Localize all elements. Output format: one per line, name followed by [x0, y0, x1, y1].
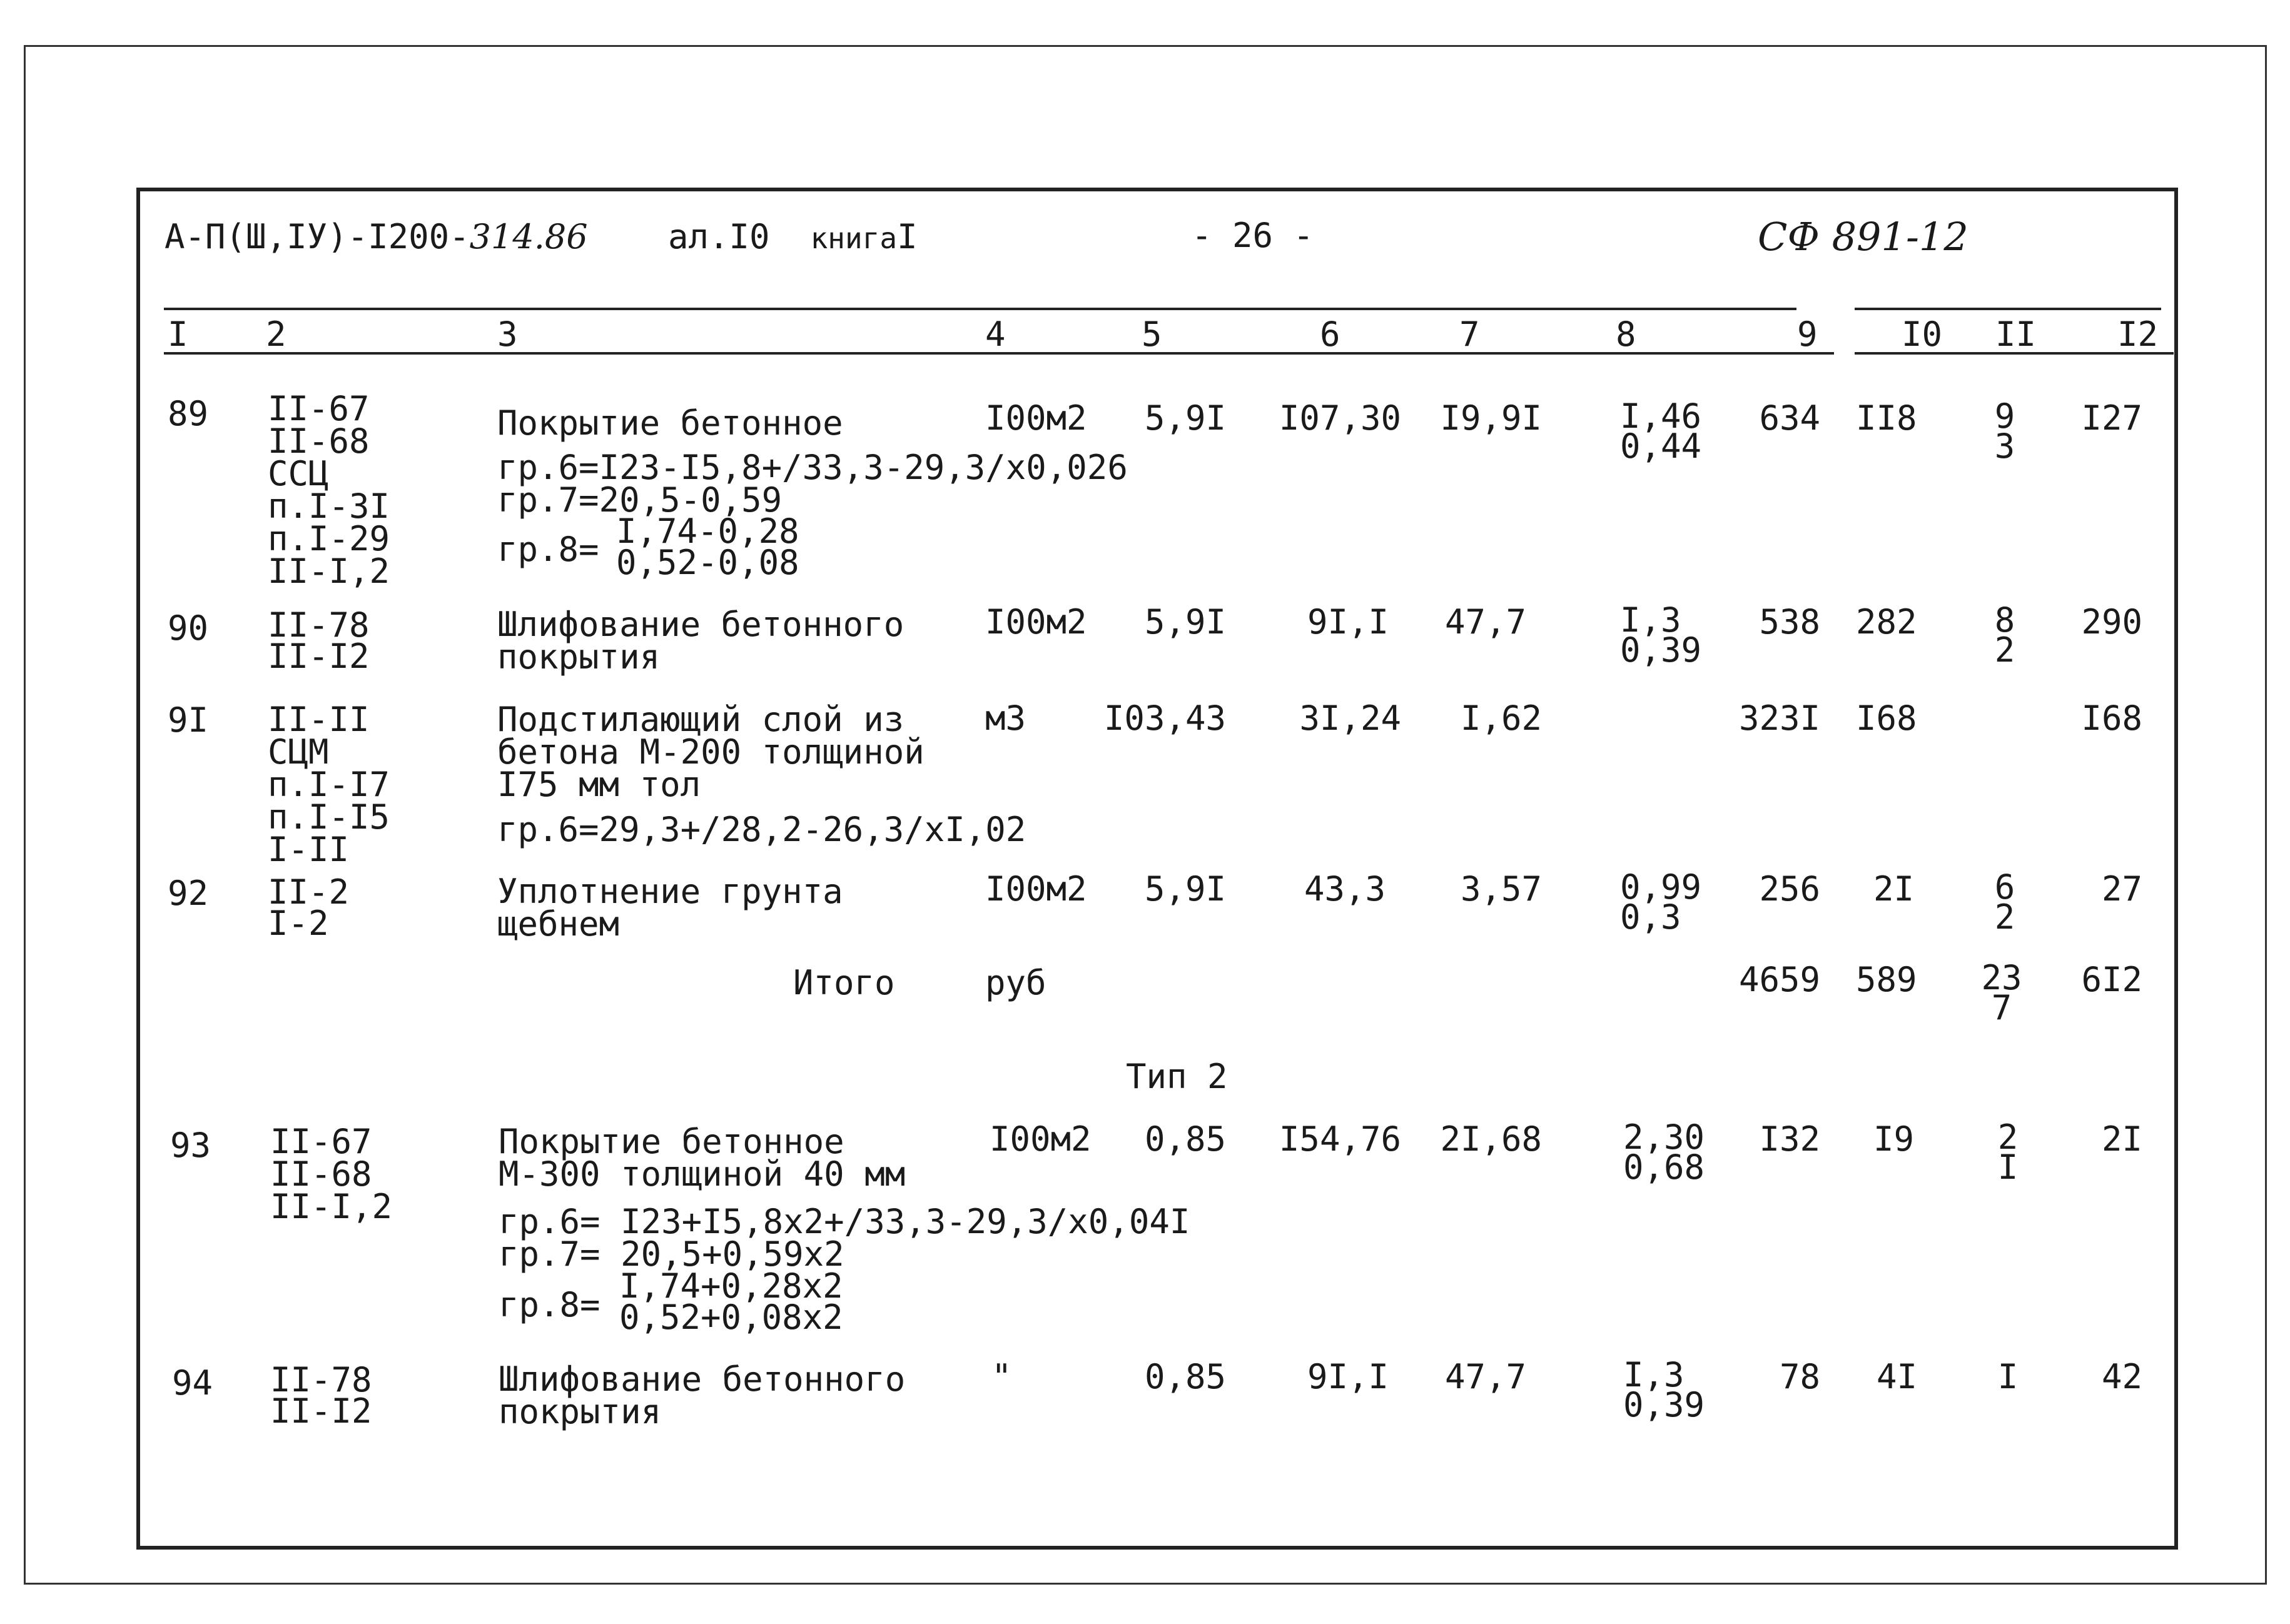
row-col8: 0,99 0,3	[1620, 867, 1702, 937]
total-col9: 4659	[1738, 960, 1820, 999]
row-col10: I68	[1856, 699, 1917, 738]
row-codes: II-78 II-I2	[270, 1360, 372, 1431]
row-col12: 27	[2101, 869, 2142, 909]
row-col6: 3I,24	[1299, 699, 1401, 738]
album-label: ал.I0 книгаI	[668, 217, 918, 256]
row-unit: I00м2	[985, 869, 1087, 909]
col-header-9: 9	[1797, 315, 1818, 354]
row-codes: II-67 II-68 ССЦ п.I-3I п.I-29 II-I,2	[268, 389, 390, 591]
total-col12: 6I2	[2081, 960, 2142, 999]
row-qty: 5,9I	[1144, 602, 1226, 642]
row-name: Шлифование бетонного покрытия	[497, 605, 904, 677]
row-name: Покрытие бетонное	[497, 403, 843, 443]
row-number: 90	[168, 608, 209, 648]
row-col6: 9I,I	[1307, 1357, 1389, 1396]
col-header-3: 3	[497, 315, 518, 354]
total-unit: руб	[985, 963, 1046, 1002]
row-col9: 538	[1759, 602, 1820, 642]
col-header-4: 4	[985, 315, 1006, 354]
row-col11: 6 2	[1994, 867, 2015, 937]
col-header-1: I	[168, 315, 188, 354]
row-col7: I,62	[1460, 699, 1542, 738]
col-header-5: 5	[1142, 315, 1162, 354]
row-qty: 5,9I	[1144, 869, 1226, 909]
doc-code-handwritten: 314.86	[469, 217, 588, 256]
row-formula8: I,74-0,28 0,52-0,08	[616, 512, 799, 582]
row-col6: 43,3	[1304, 869, 1386, 909]
col-header-6: 6	[1320, 315, 1340, 354]
col-header-10: I0	[1902, 315, 1943, 354]
row-col10: 282	[1856, 602, 1917, 642]
doc-code: А-П(Ш,IУ)-I200-314.86	[165, 217, 588, 256]
row-formulas: гр.6=I23-I5,8+/33,3-29,3/x0,026 гр.7=20,5-0,59	[497, 448, 1128, 520]
row-col12: 2I	[2101, 1119, 2142, 1159]
row-col7: 47,7	[1444, 1357, 1526, 1396]
row-unit: I00м2	[985, 398, 1087, 438]
row-col6: I07,30	[1279, 398, 1401, 438]
row-col10: 4I	[1877, 1357, 1918, 1396]
header-line-top-left	[164, 308, 1796, 310]
row-formula8-label: гр.8=	[497, 530, 599, 569]
col-header-12: I2	[2117, 315, 2159, 354]
stamp-handwritten: СФ 891-12	[1758, 214, 1968, 260]
row-col8: 2,30 0,68	[1623, 1117, 1705, 1187]
row-col10: 2I	[1873, 869, 1915, 909]
col-header-2: 2	[266, 315, 286, 354]
row-col8: I,46 0,44	[1620, 396, 1702, 466]
row-number: 93	[170, 1126, 211, 1165]
row-name: Покрытие бетонное М-300 толщиной 40 мм	[499, 1122, 906, 1194]
row-col12: I27	[2081, 398, 2142, 438]
total-col11: 23 7	[1981, 958, 2022, 1027]
page-frame	[136, 188, 2178, 1550]
col-header-11: II	[1995, 315, 2037, 354]
row-col8: I,3 0,39	[1623, 1355, 1705, 1425]
row-formula: гр.6=29,3+/28,2-26,3/xI,02	[497, 810, 1026, 849]
row-col6: 9I,I	[1307, 602, 1389, 642]
row-col7: 2I,68	[1440, 1119, 1542, 1159]
row-col9: 634	[1759, 398, 1820, 438]
row-col11: 2 I	[1997, 1117, 2019, 1187]
row-qty: I03,43	[1103, 699, 1226, 738]
row-col9: 78	[1779, 1357, 1820, 1396]
row-col7: I9,9I	[1440, 398, 1542, 438]
row-number: 92	[168, 874, 209, 913]
row-col12: I68	[2081, 699, 2142, 738]
row-name: Уплотнение грунта щебнем	[497, 872, 843, 944]
row-col11: I	[1997, 1357, 2019, 1396]
row-formula8: I,74+0,28x2 0,52+0,08x2	[619, 1266, 843, 1337]
total-label: Итого	[793, 963, 895, 1002]
row-col9: 323I	[1738, 699, 1820, 738]
row-col7: 47,7	[1444, 602, 1526, 642]
row-name: Шлифование бетонного покрытия	[499, 1359, 906, 1431]
row-col12: 42	[2101, 1357, 2142, 1396]
row-unit: м3	[985, 699, 1026, 738]
row-col12: 290	[2081, 602, 2142, 642]
row-col10: II8	[1856, 398, 1917, 438]
row-codes: II-67 II-68 II-I,2	[270, 1122, 393, 1226]
row-col6: I54,76	[1279, 1119, 1401, 1159]
row-unit: "	[991, 1357, 1012, 1396]
section-heading: Тип 2	[1126, 1057, 1228, 1096]
row-col9: 256	[1759, 869, 1820, 909]
row-qty: 0,85	[1144, 1357, 1226, 1396]
row-col11: 9 3	[1994, 396, 2015, 466]
page-number: - 26 -	[1192, 216, 1314, 255]
col-header-7: 7	[1459, 315, 1480, 354]
row-name: Подстилающий слой из бетона М-200 толщиной I75 мм тол	[497, 700, 925, 804]
header-line-top-right	[1855, 308, 2161, 310]
row-codes: II-II СЦМ п.I-I7 п.I-I5 I-II	[268, 700, 390, 869]
row-col11: 8 2	[1994, 600, 2015, 670]
row-number: 9I	[168, 700, 209, 740]
row-col9: I32	[1759, 1119, 1820, 1159]
row-col7: 3,57	[1460, 869, 1542, 909]
row-col10: I9	[1873, 1119, 1915, 1159]
row-number: 89	[168, 394, 209, 433]
row-number: 94	[172, 1363, 213, 1403]
row-col8: I,3 0,39	[1620, 600, 1702, 670]
total-col10: 589	[1856, 960, 1917, 999]
row-unit: I00м2	[990, 1119, 1092, 1159]
row-codes: II-2 I-2	[268, 872, 350, 943]
row-formula8-label: гр.8=	[499, 1285, 600, 1324]
row-qty: 5,9I	[1144, 398, 1226, 438]
row-qty: 0,85	[1144, 1119, 1226, 1159]
row-codes: II-78 II-I2	[268, 605, 370, 676]
col-header-8: 8	[1616, 315, 1636, 354]
row-formulas: гр.6= I23+I5,8x2+/33,3-29,3/x0,04I гр.7= 20,5+0,59x2	[499, 1202, 1190, 1274]
row-unit: I00м2	[985, 602, 1087, 642]
